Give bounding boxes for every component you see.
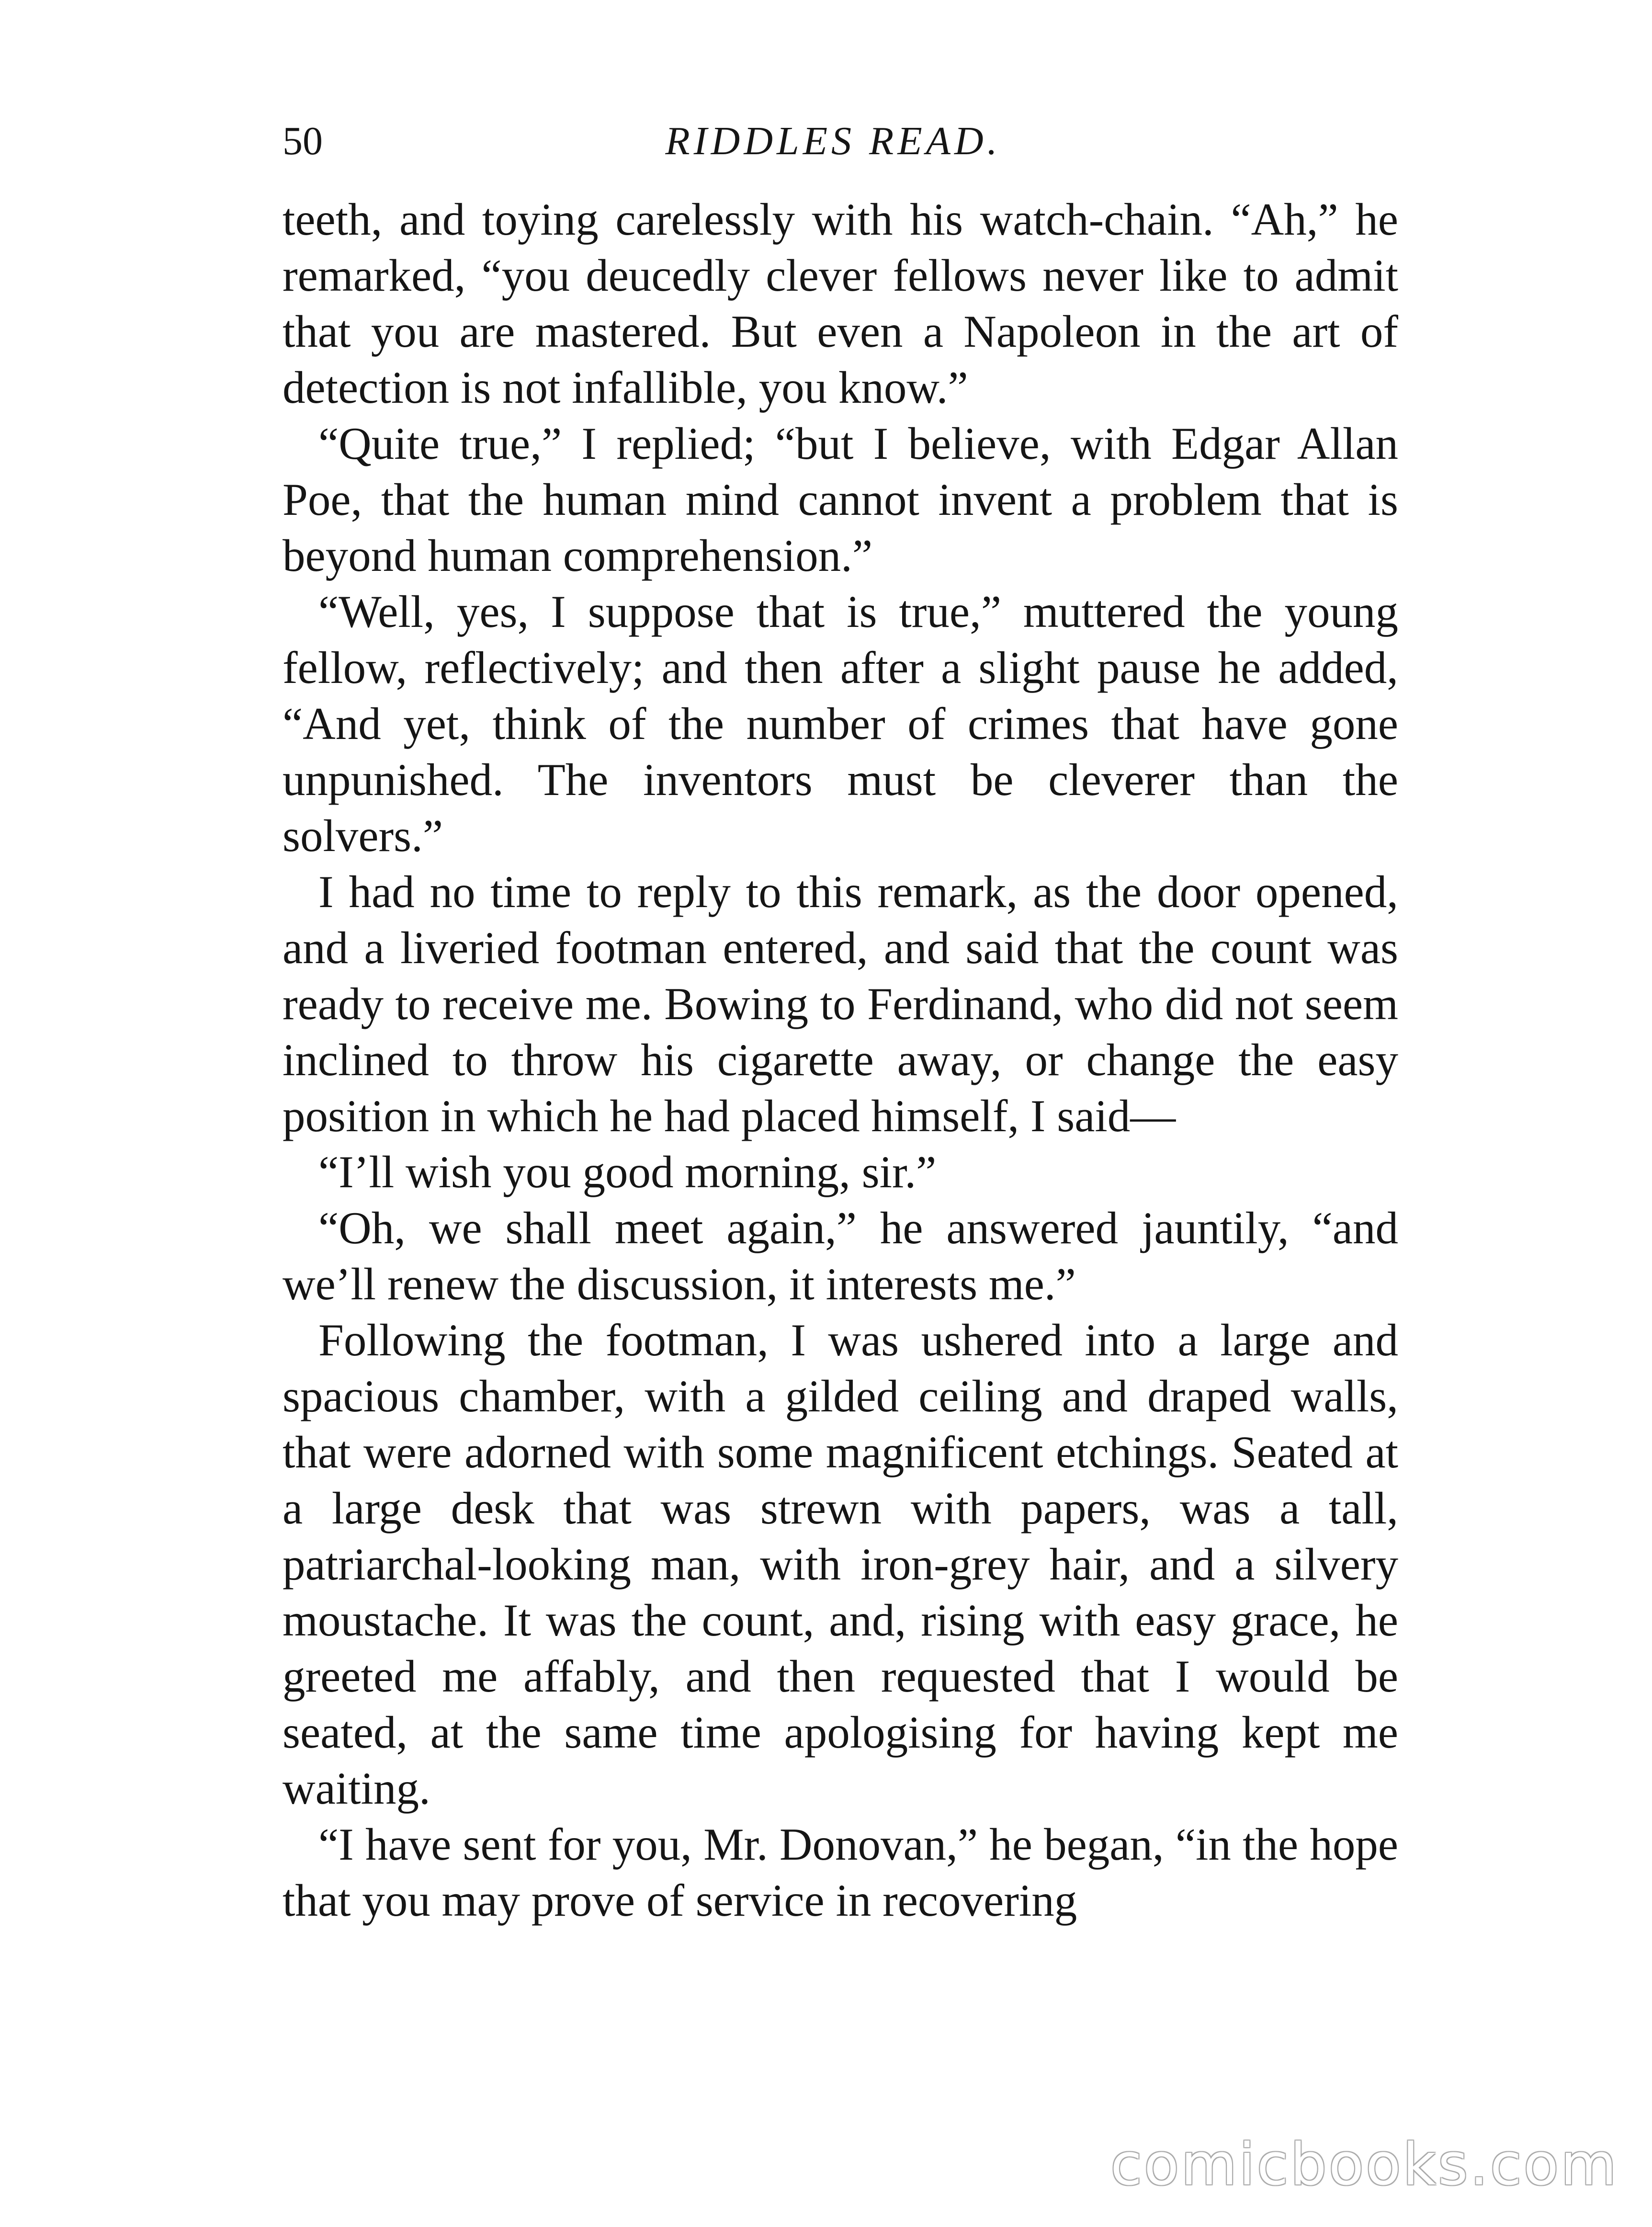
- body-text: [283, 192, 1398, 1929]
- paragraph-2: “Quite true,” I replied; “but I believe, with Edgar Allan Poe, that the human mind cannot invent a problem that is beyond human comprehension.”: [283, 418, 1398, 581]
- watermark: comicbooks.com: [1110, 2132, 1618, 2198]
- paragraph-5: “I’ll wish you good morning, sir.”: [318, 1147, 937, 1197]
- page-number: 50: [283, 119, 323, 163]
- paragraph-6: “Oh, we shall meet again,” he answered jauntily, “and we’ll renew the discussion, it interests me.”: [283, 1203, 1398, 1309]
- page-header: [283, 110, 1384, 172]
- paragraph-4: I had no time to reply to this remark, as the door opened, and a liveried footman entered, and said that the count was ready to receive me. Bowing to Ferdinand, who did not seem inclined to throw his cigarette away, or change the easy position in which he had placed himself, I said—: [283, 866, 1398, 1141]
- running-head: RIDDLES READ.: [665, 119, 1001, 163]
- paragraph-3: “Well, yes, I suppose that is true,” muttered the young fellow, reflectively; and then after a slight pause he added, “And yet, think of the number of crimes that have gone unpunished. The inventors must be cleverer than the solvers.”: [283, 586, 1398, 861]
- paragraph-1: teeth, and toying carelessly with his watch-chain. “Ah,” he remarked, “you deucedly clever fellows never like to admit that you are mastered. But even a Napoleon in the art of detection is not infallible, you know.”: [283, 194, 1398, 413]
- paragraph-7: Following the footman, I was ushered into a large and spacious chamber, with a gilded ceiling and draped walls, that were adorned with some magnificent etchings. Seated at a large desk that was strewn with papers, was a tall, patriarchal-looking man, with iron-grey hair, and a silvery moustache. It was the count, and, rising with easy grace, he greeted me affably, and then requested that I would be seated, at the same time apologising for having kept me waiting.: [283, 1315, 1398, 1814]
- paragraph-8: “I have sent for you, Mr. Donovan,” he began, “in the hope that you may prove of service in recovering: [283, 1819, 1398, 1926]
